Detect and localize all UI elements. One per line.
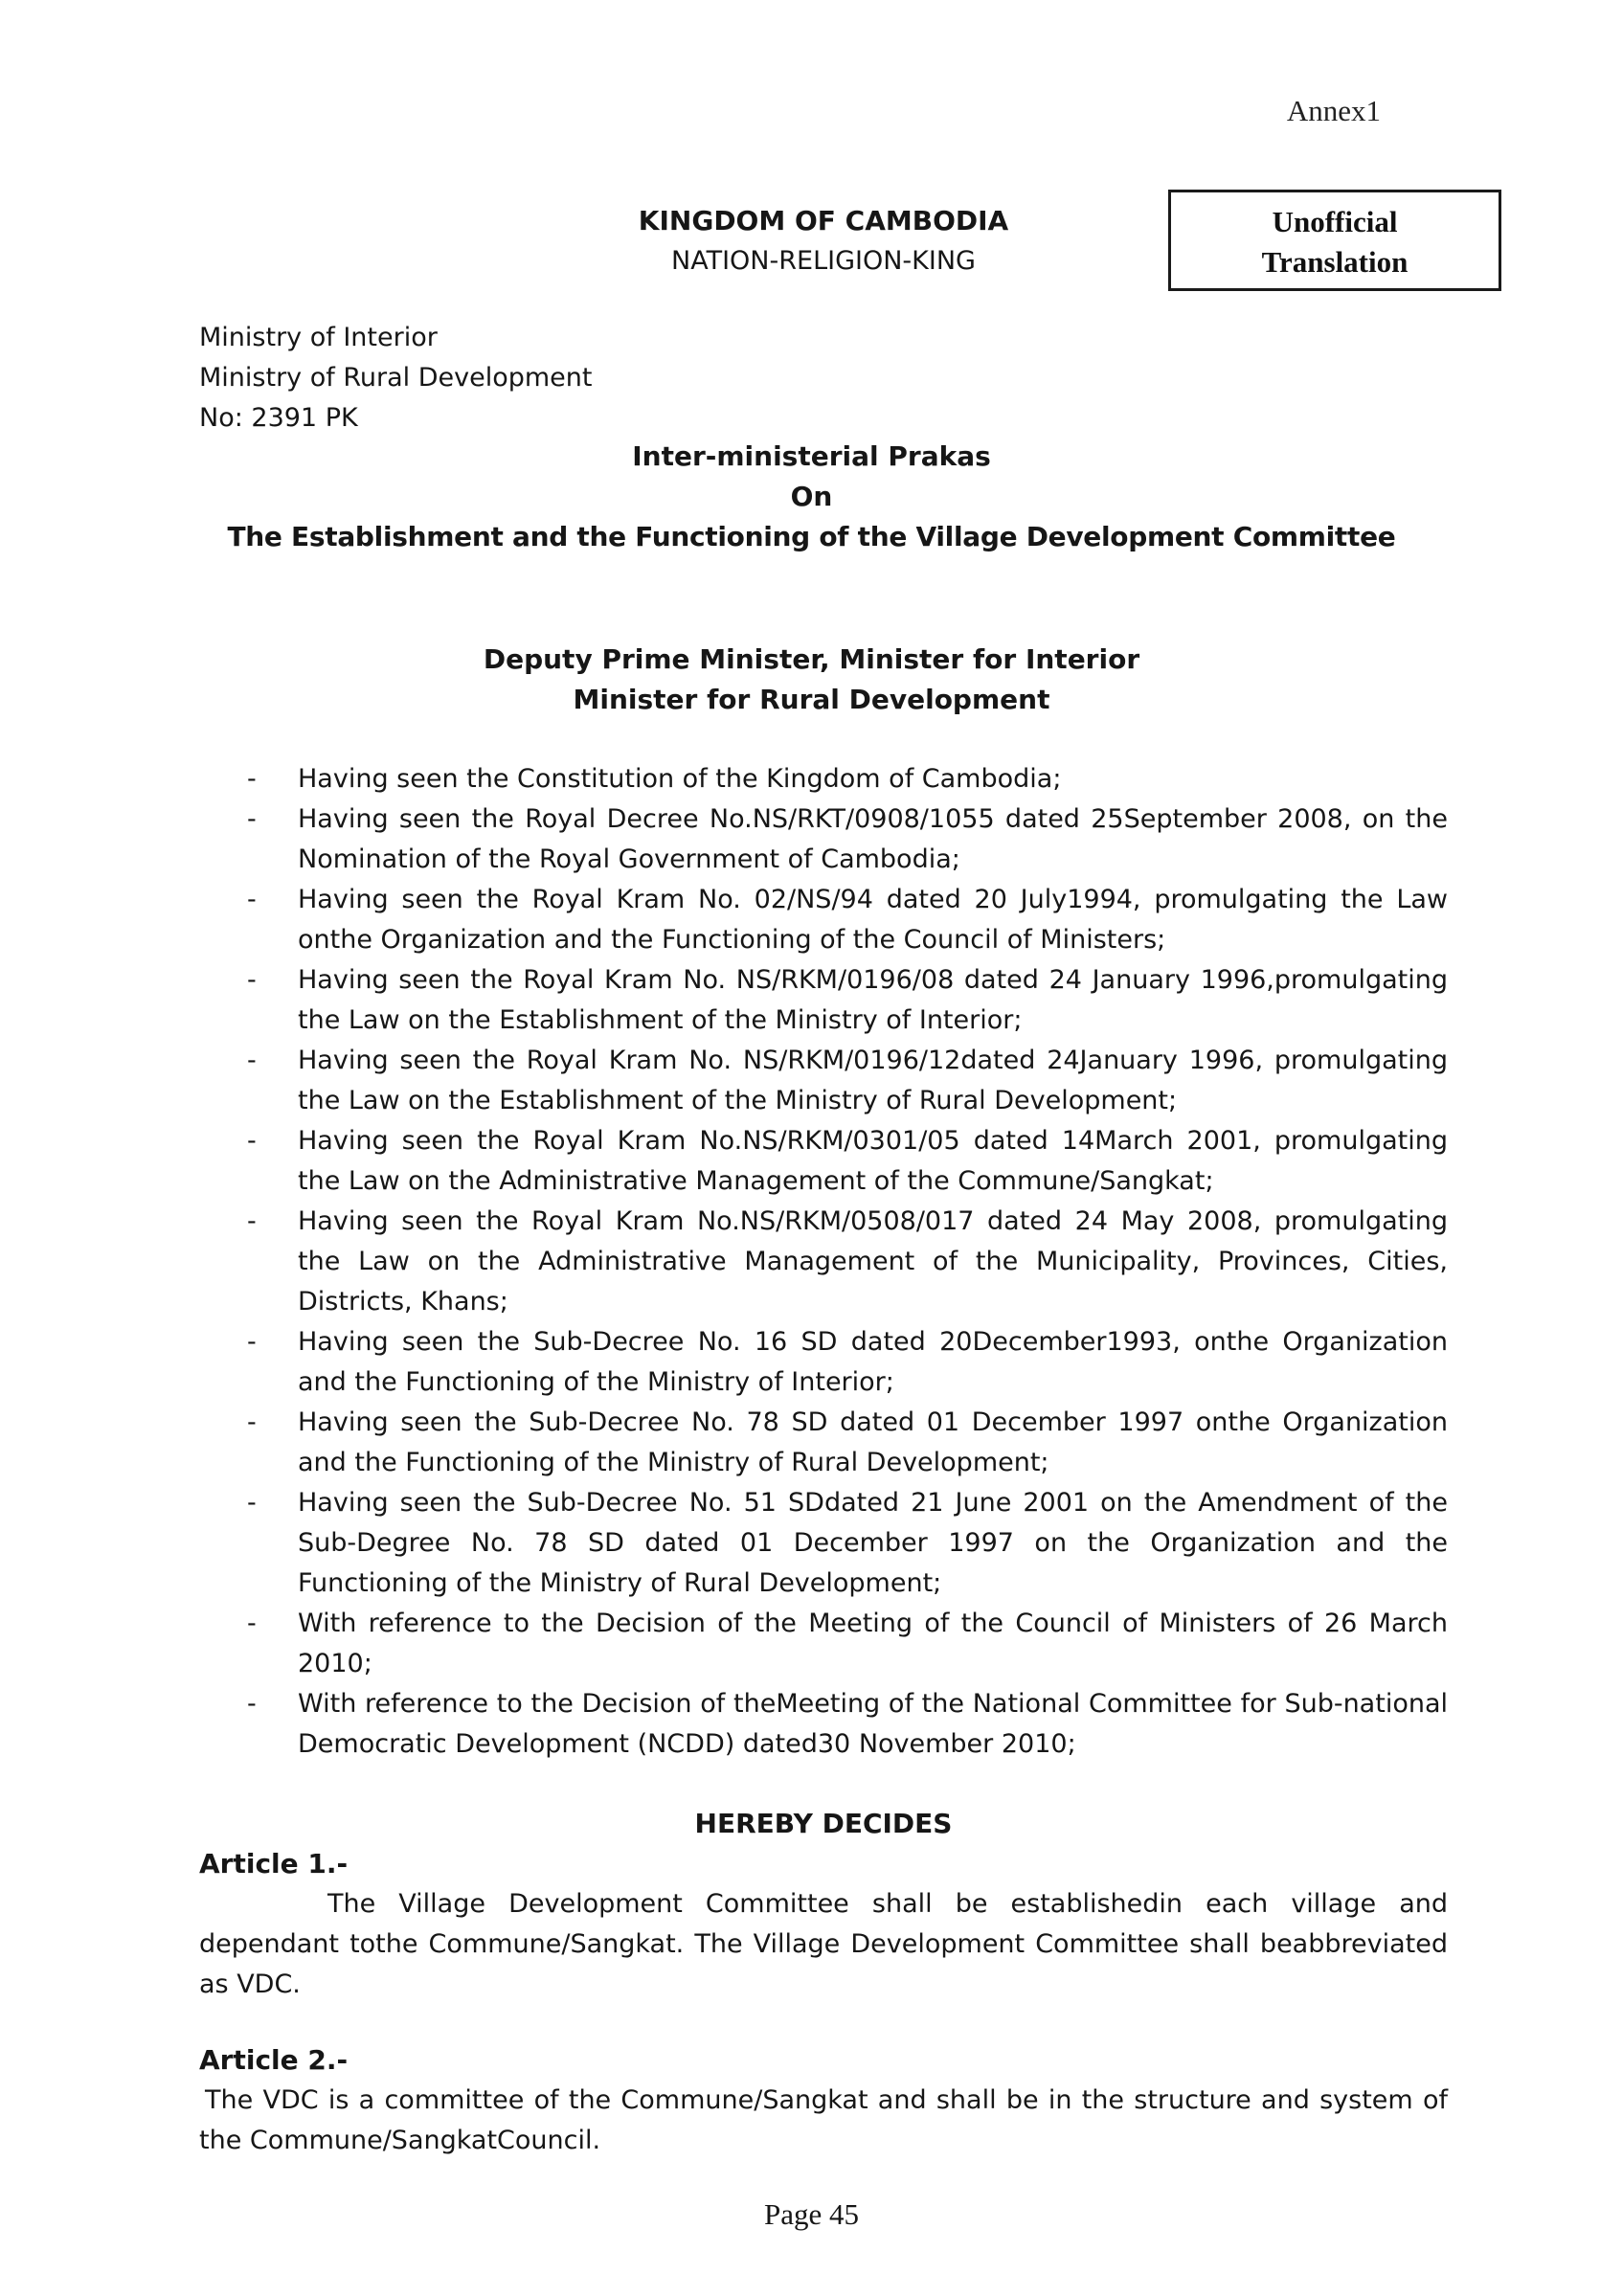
reference-item: - With reference to the Decision of the Meeting of the Council of Ministers of 26 March 2010;	[239, 1604, 1448, 1684]
reference-item: - Having seen the Constitution of the Kingdom of Cambodia;	[239, 759, 1448, 799]
issuing-ministries	[199, 318, 592, 439]
reference-item: - Having seen the Royal Kram No. NS/RKM/0196/12dated 24January 1996, promulgating the Law on the Establishment of the Ministry of Rural Development;	[239, 1041, 1448, 1121]
stamp-line-1: Unofficial	[1272, 205, 1398, 238]
article-2-text: The VDC is a committee of the Commune/Sangkat and shall be in the structure and system of the Commune/SangkatCouncil.	[199, 2085, 1448, 2155]
signatory-line-1: Deputy Prime Minister, Minister for Interior	[483, 643, 1140, 675]
article-1	[199, 1844, 1448, 2005]
title-line-2: On	[790, 481, 833, 512]
article-1-text: The Village Development Committee shall be establishedin each village and dependant tothe Commune/Sangkat. The Village Development Committee shall beabbreviated as VDC.	[199, 1889, 1448, 1999]
article-2-heading: Article 2.-	[199, 2044, 349, 2076]
reference-item: - With reference to the Decision of theMeeting of the National Committee for Sub-national Democratic Development (NCDD) dated30 November 2010;	[239, 1684, 1448, 1765]
article-2	[199, 2040, 1448, 2161]
article-1-heading: Article 1.-	[199, 1848, 349, 1880]
reference-item: - Having seen the Royal Decree No.NS/RKT/0908/1055 dated 25September 2008, on the Nomination of the Royal Government of Cambodia;	[239, 799, 1448, 880]
signatory-heading	[0, 640, 1623, 720]
national-motto: NATION-RELIGION-KING	[671, 246, 976, 276]
reference-item: - Having seen the Royal Kram No. NS/RKM/0196/08 dated 24 January 1996,promulgating the Law on the Establishment of the Ministry of Interior;	[239, 960, 1448, 1041]
ministry-rural-development: Ministry of Rural Development	[199, 363, 593, 393]
signatory-line-2: Minister for Rural Development	[573, 684, 1050, 715]
hereby-decides-heading: HEREBY DECIDES	[694, 1808, 953, 1839]
annex-label: Annex1	[1286, 94, 1381, 127]
reference-item: - Having seen the Sub-Decree No. 51 SDdated 21 June 2001 on the Amendment of the Sub-Degree No. 78 SD dated 01 December 1997 on the Organization and the Functioning of the Ministry of Rural Development;	[239, 1483, 1448, 1604]
stamp-line-2: Translation	[1261, 245, 1409, 279]
ministry-interior: Ministry of Interior	[199, 323, 438, 352]
legal-references-list	[239, 759, 1448, 1765]
kingdom-header	[498, 201, 1149, 281]
country-name: KINGDOM OF CAMBODIA	[638, 205, 1009, 236]
title-line-1: Inter-ministerial Prakas	[632, 440, 991, 472]
reference-item: - Having seen the Sub-Decree No. 78 SD dated 01 December 1997 onthe Organization and the Functioning of the Ministry of Rural Development;	[239, 1403, 1448, 1483]
page-number: Page 45	[763, 2197, 859, 2231]
reference-item: - Having seen the Royal Kram No.NS/RKM/0508/017 dated 24 May 2008, promulgating the Law on the Administrative Management of the Municipality, Provinces, Cities, Districts, Khans;	[239, 1202, 1448, 1322]
reference-item: - Having seen the Sub-Decree No. 16 SD dated 20December1993, onthe Organization and the Functioning of the Ministry of Interior;	[239, 1322, 1448, 1403]
document-title	[0, 437, 1623, 557]
reference-item: - Having seen the Royal Kram No.NS/RKM/0301/05 dated 14March 2001, promulgating the Law on the Administrative Management of the Commune/Sangkat;	[239, 1121, 1448, 1202]
reference-item: - Having seen the Royal Kram No. 02/NS/94 dated 20 July1994, promulgating the Law onthe Organization and the Functioning of the Council of Ministers;	[239, 880, 1448, 960]
title-line-3: The Establishment and the Functioning of the Village Development Committee	[227, 521, 1396, 552]
unofficial-translation-stamp	[1168, 190, 1501, 291]
document-number: No: 2391 PK	[199, 403, 358, 433]
